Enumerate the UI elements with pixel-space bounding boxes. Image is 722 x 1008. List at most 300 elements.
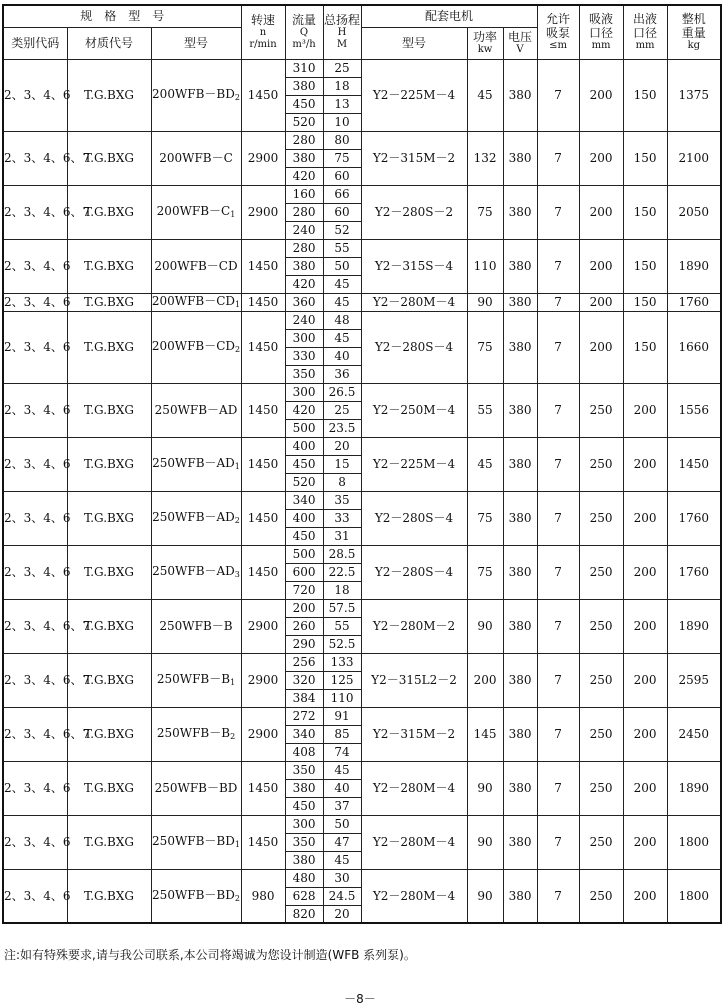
head-cell: 20 bbox=[323, 437, 361, 455]
model-cell bbox=[151, 437, 241, 491]
weight-cell: 1760 bbox=[667, 491, 721, 545]
category-code-cell: 2、3、4、6、7 bbox=[3, 653, 67, 707]
head-cell: 40 bbox=[323, 347, 361, 365]
model-cell bbox=[151, 185, 241, 239]
voltage-cell: 380 bbox=[503, 545, 537, 599]
head-cell: 26.5 bbox=[323, 383, 361, 401]
material-code-cell: T.G.BXG bbox=[67, 131, 151, 185]
model-text: 250WFB－B bbox=[156, 672, 231, 686]
category-code-cell: 2、3、4、6 bbox=[4, 295, 71, 309]
model-cell bbox=[151, 815, 241, 869]
weight-cell: 1375 bbox=[667, 59, 721, 131]
table-row bbox=[3, 815, 721, 833]
spec-group-header: 规 格 型 号 bbox=[3, 5, 241, 27]
category-code-cell: 2、3、4、6 bbox=[3, 239, 67, 293]
head-cell: 45 bbox=[323, 275, 361, 293]
head-cell: 110 bbox=[323, 689, 361, 707]
flow-cell: 300 bbox=[285, 815, 323, 833]
outlet-cell: 200 bbox=[623, 437, 667, 491]
flow-cell: 260 bbox=[285, 617, 323, 635]
speed-cell: 2900 bbox=[241, 185, 285, 239]
model-subscript: 2 bbox=[230, 732, 236, 741]
motor-model-cell: Y2－280S－2 bbox=[361, 185, 467, 239]
flow-cell: 350 bbox=[285, 761, 323, 779]
power-cell: 45 bbox=[467, 59, 503, 131]
weight-cell: 1660 bbox=[667, 311, 721, 383]
inlet-header: 吸液 口径 mm bbox=[579, 5, 623, 59]
head-cell: 55 bbox=[323, 239, 361, 257]
flow-cell: 520 bbox=[285, 473, 323, 491]
flow-cell: 380 bbox=[285, 779, 323, 797]
flow-header: 流量 Q m³/h bbox=[285, 5, 323, 59]
flow-cell: 600 bbox=[285, 563, 323, 581]
flow-cell: 450 bbox=[285, 527, 323, 545]
motor-model-cell: Y2－280M－4 bbox=[361, 761, 467, 815]
outlet-cell: 200 bbox=[623, 761, 667, 815]
flow-cell: 480 bbox=[285, 869, 323, 887]
table-row bbox=[3, 869, 721, 887]
table-row bbox=[3, 59, 721, 77]
model-subscript: 1 bbox=[235, 300, 241, 309]
model-cell bbox=[151, 869, 241, 923]
head-cell: 22.5 bbox=[323, 563, 361, 581]
outlet-cell: 200 bbox=[623, 653, 667, 707]
flow-cell: 340 bbox=[285, 491, 323, 509]
table-row bbox=[3, 311, 721, 329]
footnote: 注:如有特殊要求,请与我公司联系,本公司将竭诚为您设计制造(WFB 系列泵)。 bbox=[4, 948, 416, 962]
flow-cell: 628 bbox=[285, 887, 323, 905]
head-cell: 37 bbox=[323, 797, 361, 815]
power-cell: 90 bbox=[467, 869, 503, 923]
outlet-cell: 150 bbox=[623, 293, 667, 311]
weight-cell: 1760 bbox=[667, 545, 721, 599]
speed-header: 转速 n r/min bbox=[241, 5, 285, 59]
pump-spec-table bbox=[2, 4, 722, 924]
voltage-cell: 380 bbox=[503, 293, 537, 311]
inlet-cell: 250 bbox=[579, 383, 623, 437]
motor-model-cell: Y2－280M－4 bbox=[361, 869, 467, 923]
table-row bbox=[3, 185, 721, 203]
voltage-cell: 380 bbox=[503, 131, 537, 185]
power-cell: 75 bbox=[467, 491, 503, 545]
head-cell: 74 bbox=[323, 743, 361, 761]
head-cell: 60 bbox=[323, 167, 361, 185]
flow-cell: 280 bbox=[285, 131, 323, 149]
suction-cell: 7 bbox=[537, 59, 579, 131]
flow-cell: 240 bbox=[285, 311, 323, 329]
model-cell bbox=[151, 545, 241, 599]
motor-model-cell: Y2－280M－4 bbox=[361, 815, 467, 869]
outlet-cell: 200 bbox=[623, 869, 667, 923]
weight-cell: 1890 bbox=[667, 239, 721, 293]
head-cell: 48 bbox=[323, 311, 361, 329]
weight-cell: 1760 bbox=[667, 293, 721, 311]
suction-cell: 7 bbox=[537, 761, 579, 815]
inlet-cell: 250 bbox=[579, 653, 623, 707]
material-code-header: 材质代号 bbox=[67, 27, 151, 59]
suction-cell: 7 bbox=[537, 545, 579, 599]
head-cell: 45 bbox=[323, 293, 361, 311]
head-cell: 20 bbox=[323, 905, 361, 923]
motor-model-cell: Y2－250M－4 bbox=[361, 383, 467, 437]
outlet-cell: 150 bbox=[623, 311, 667, 383]
flow-cell: 420 bbox=[285, 275, 323, 293]
voltage-cell: 380 bbox=[503, 599, 537, 653]
speed-cell: 1450 bbox=[241, 815, 285, 869]
head-cell: 125 bbox=[323, 671, 361, 689]
head-cell: 33 bbox=[323, 509, 361, 527]
outlet-cell: 200 bbox=[623, 491, 667, 545]
head-cell: 13 bbox=[323, 95, 361, 113]
inlet-cell: 250 bbox=[579, 869, 623, 923]
head-cell: 52 bbox=[323, 221, 361, 239]
speed-cell: 980 bbox=[241, 869, 285, 923]
head-cell: 25 bbox=[323, 401, 361, 419]
weight-cell: 2595 bbox=[667, 653, 721, 707]
table-row bbox=[3, 653, 721, 671]
motor-group-header: 配套电机 bbox=[361, 5, 537, 27]
material-code-cell: T.G.BXG bbox=[67, 869, 151, 923]
inlet-cell: 250 bbox=[579, 707, 623, 761]
flow-cell: 160 bbox=[285, 185, 323, 203]
motor-model-cell: Y2－315M－2 bbox=[361, 707, 467, 761]
speed-cell: 2900 bbox=[241, 599, 285, 653]
category-code-cell: 2、3、4、6 bbox=[3, 383, 67, 437]
motor-model-cell: Y2－225M－4 bbox=[361, 59, 467, 131]
flow-cell: 200 bbox=[285, 599, 323, 617]
flow-cell: 256 bbox=[285, 653, 323, 671]
suction-cell: 7 bbox=[537, 239, 579, 293]
model-cell bbox=[151, 239, 241, 293]
outlet-header: 出液 口径 mm bbox=[623, 5, 667, 59]
voltage-cell: 380 bbox=[503, 491, 537, 545]
table-row bbox=[3, 599, 721, 617]
head-cell: 45 bbox=[323, 851, 361, 869]
model-cell bbox=[151, 761, 241, 815]
power-cell: 90 bbox=[467, 293, 503, 311]
weight-cell: 1800 bbox=[667, 815, 721, 869]
outlet-cell: 150 bbox=[623, 185, 667, 239]
inlet-cell: 200 bbox=[579, 239, 623, 293]
suction-cell: 7 bbox=[537, 869, 579, 923]
model-cell bbox=[151, 653, 241, 707]
model-cell bbox=[151, 131, 241, 185]
weight-cell: 1890 bbox=[667, 761, 721, 815]
model-subscript: 1 bbox=[230, 210, 236, 219]
table-row bbox=[3, 239, 721, 257]
suction-cell: 7 bbox=[537, 293, 579, 311]
model-text: 250WFB－B bbox=[156, 726, 231, 740]
motor-model-cell: Y2－315M－2 bbox=[361, 131, 467, 185]
table-row bbox=[3, 293, 721, 311]
category-code-cell: 2、3、4、6、7 bbox=[3, 599, 67, 653]
outlet-cell: 150 bbox=[623, 131, 667, 185]
power-cell: 75 bbox=[467, 185, 503, 239]
model-cell bbox=[151, 383, 241, 437]
head-cell: 50 bbox=[323, 815, 361, 833]
model-text: 250WFB－BD bbox=[152, 834, 235, 848]
flow-cell: 420 bbox=[285, 167, 323, 185]
flow-cell: 380 bbox=[285, 77, 323, 95]
model-subscript: 2 bbox=[234, 93, 240, 102]
head-cell: 55 bbox=[323, 617, 361, 635]
category-code-cell: 2、3、4、6 bbox=[3, 761, 67, 815]
category-code-cell: 2、3、4、6 bbox=[3, 869, 67, 923]
model-text: 200WFB－C bbox=[156, 204, 231, 218]
power-cell: 45 bbox=[467, 437, 503, 491]
table-row bbox=[3, 437, 721, 455]
category-code-cell: 2、3、4、6、7 bbox=[3, 185, 67, 239]
model-text: 250WFB－BD bbox=[154, 781, 238, 795]
head-cell: 36 bbox=[323, 365, 361, 383]
power-cell: 55 bbox=[467, 383, 503, 437]
voltage-cell: 380 bbox=[503, 815, 537, 869]
table-row bbox=[3, 545, 721, 563]
flow-cell: 420 bbox=[285, 401, 323, 419]
voltage-cell: 380 bbox=[503, 761, 537, 815]
inlet-cell: 200 bbox=[579, 185, 623, 239]
category-code-header: 类别代码 bbox=[3, 27, 67, 59]
model-cell bbox=[151, 491, 241, 545]
suction-cell: 7 bbox=[537, 491, 579, 545]
model-text: 250WFB－AD bbox=[152, 564, 235, 578]
category-code-cell: 2、3、4、6 bbox=[3, 311, 67, 383]
flow-cell: 340 bbox=[285, 725, 323, 743]
voltage-cell: 380 bbox=[503, 869, 537, 923]
material-code-cell: T.G.BXG bbox=[67, 491, 151, 545]
power-header: 功率 kw bbox=[467, 27, 503, 59]
weight-cell: 1800 bbox=[667, 869, 721, 923]
suction-cell: 7 bbox=[537, 599, 579, 653]
material-code-cell: T.G.BXG bbox=[67, 815, 151, 869]
speed-cell: 2900 bbox=[241, 653, 285, 707]
flow-cell: 350 bbox=[285, 833, 323, 851]
motor-model-cell: Y2－280M－4 bbox=[361, 293, 467, 311]
motor-model-cell: Y2－280S－4 bbox=[361, 311, 467, 383]
model-cell bbox=[151, 59, 241, 131]
inlet-cell: 200 bbox=[579, 131, 623, 185]
head-cell: 18 bbox=[323, 581, 361, 599]
suction-cell: 7 bbox=[537, 185, 579, 239]
outlet-cell: 200 bbox=[623, 707, 667, 761]
weight-cell: 1890 bbox=[667, 599, 721, 653]
voltage-cell: 380 bbox=[503, 185, 537, 239]
motor-model-cell: Y2－280M－2 bbox=[361, 599, 467, 653]
voltage-cell: 380 bbox=[503, 437, 537, 491]
head-cell: 60 bbox=[323, 203, 361, 221]
model-subscript: 3 bbox=[234, 570, 240, 579]
inlet-cell: 200 bbox=[579, 311, 623, 383]
voltage-cell: 380 bbox=[503, 383, 537, 437]
outlet-cell: 200 bbox=[623, 815, 667, 869]
model-cell bbox=[151, 293, 241, 311]
flow-cell: 360 bbox=[285, 293, 323, 311]
weight-cell: 2100 bbox=[667, 131, 721, 185]
motor-model-cell: Y2－315S－4 bbox=[361, 239, 467, 293]
inlet-cell: 200 bbox=[579, 293, 623, 311]
flow-cell: 400 bbox=[285, 509, 323, 527]
model-subscript: 2 bbox=[234, 893, 240, 903]
inlet-cell: 250 bbox=[579, 437, 623, 491]
speed-cell: 1450 bbox=[241, 383, 285, 437]
head-cell: 10 bbox=[323, 113, 361, 131]
flow-cell: 310 bbox=[285, 59, 323, 77]
speed-cell: 1450 bbox=[241, 59, 285, 131]
model-subscript: 1 bbox=[234, 840, 240, 849]
head-header: 总扬程 H M bbox=[323, 5, 361, 59]
head-cell: 40 bbox=[323, 779, 361, 797]
model-text: 250WFB－AD bbox=[154, 403, 238, 417]
speed-cell: 1450 bbox=[241, 491, 285, 545]
flow-cell: 720 bbox=[285, 581, 323, 599]
model-text: 250WFB－B bbox=[159, 619, 233, 633]
speed-cell: 1450 bbox=[241, 761, 285, 815]
voltage-cell: 380 bbox=[503, 653, 537, 707]
head-cell: 30 bbox=[323, 869, 361, 887]
head-cell: 66 bbox=[323, 185, 361, 203]
head-cell: 18 bbox=[323, 77, 361, 95]
power-cell: 90 bbox=[467, 761, 503, 815]
head-cell: 24.5 bbox=[323, 887, 361, 905]
flow-cell: 280 bbox=[285, 239, 323, 257]
table-row bbox=[3, 707, 721, 725]
speed-cell: 1450 bbox=[241, 545, 285, 599]
table-row bbox=[3, 131, 721, 149]
speed-cell: 1450 bbox=[241, 239, 285, 293]
page-number: －8－ bbox=[344, 992, 376, 1006]
flow-cell: 400 bbox=[285, 437, 323, 455]
inlet-cell: 200 bbox=[579, 59, 623, 131]
head-cell: 45 bbox=[323, 329, 361, 347]
weight-cell: 2050 bbox=[667, 185, 721, 239]
model-text: 250WFB－BD bbox=[152, 887, 235, 902]
head-cell: 85 bbox=[323, 725, 361, 743]
power-cell: 75 bbox=[467, 311, 503, 383]
category-code-cell: 2、3、4、6、7 bbox=[3, 707, 67, 761]
inlet-cell: 250 bbox=[579, 491, 623, 545]
weight-cell: 2450 bbox=[667, 707, 721, 761]
head-cell: 45 bbox=[323, 761, 361, 779]
head-cell: 31 bbox=[323, 527, 361, 545]
model-subscript: 2 bbox=[235, 345, 241, 354]
flow-cell: 450 bbox=[285, 455, 323, 473]
flow-cell: 290 bbox=[285, 635, 323, 653]
outlet-cell: 200 bbox=[623, 383, 667, 437]
model-header: 型号 bbox=[151, 27, 241, 59]
power-cell: 110 bbox=[467, 239, 503, 293]
model-subscript: 1 bbox=[234, 462, 240, 471]
model-text: 200WFB－BD bbox=[152, 87, 235, 101]
category-code-cell: 2、3、4、6 bbox=[3, 437, 67, 491]
power-cell: 90 bbox=[467, 599, 503, 653]
voltage-cell: 380 bbox=[503, 707, 537, 761]
category-code-cell: 2、3、4、6 bbox=[3, 545, 67, 599]
material-code-cell: T.G.BXG bbox=[67, 59, 151, 131]
head-cell: 91 bbox=[323, 707, 361, 725]
suction-cell: 7 bbox=[537, 311, 579, 383]
material-code-cell: T.G.BXG bbox=[67, 383, 151, 437]
head-cell: 50 bbox=[323, 257, 361, 275]
weight-cell: 1450 bbox=[667, 437, 721, 491]
head-cell: 15 bbox=[323, 455, 361, 473]
table-row bbox=[3, 383, 721, 401]
flow-cell: 380 bbox=[285, 851, 323, 869]
category-code-cell: 2、3、4、6、7 bbox=[3, 131, 67, 185]
material-code-cell: T.G.BXG bbox=[67, 185, 151, 239]
flow-cell: 320 bbox=[285, 671, 323, 689]
flow-cell: 350 bbox=[285, 365, 323, 383]
suction-cell: 7 bbox=[537, 131, 579, 185]
model-text: 200WFB－CD bbox=[151, 294, 236, 308]
flow-cell: 500 bbox=[285, 545, 323, 563]
inlet-cell: 250 bbox=[579, 545, 623, 599]
model-text: 200WFB－CD bbox=[154, 259, 238, 273]
outlet-cell: 200 bbox=[623, 599, 667, 653]
head-cell: 47 bbox=[323, 833, 361, 851]
suction-cell: 7 bbox=[537, 437, 579, 491]
voltage-cell: 380 bbox=[503, 239, 537, 293]
suction-cell: 7 bbox=[537, 653, 579, 707]
flow-cell: 300 bbox=[285, 383, 323, 401]
power-cell: 132 bbox=[467, 131, 503, 185]
table-row bbox=[3, 491, 721, 509]
flow-cell: 500 bbox=[285, 419, 323, 437]
flow-cell: 380 bbox=[285, 257, 323, 275]
motor-model-cell: Y2－225M－4 bbox=[361, 437, 467, 491]
material-code-cell: T.G.BXG bbox=[67, 239, 151, 293]
flow-cell: 520 bbox=[285, 113, 323, 131]
category-code-cell: 2、3、4、6 bbox=[3, 491, 67, 545]
weight-header: 整机 重量 kg bbox=[667, 5, 721, 59]
model-text: 250WFB－AD bbox=[152, 456, 235, 470]
material-code-cell: T.G.BXG bbox=[67, 653, 151, 707]
power-cell: 75 bbox=[467, 545, 503, 599]
voltage-cell: 380 bbox=[503, 59, 537, 131]
material-code-cell: T.G.BXG bbox=[67, 761, 151, 815]
table-row bbox=[3, 761, 721, 779]
head-cell: 25 bbox=[323, 59, 361, 77]
model-cell bbox=[151, 599, 241, 653]
suction-cell: 7 bbox=[537, 383, 579, 437]
flow-cell: 380 bbox=[285, 149, 323, 167]
model-text: 200WFB－CD bbox=[151, 339, 236, 353]
flow-cell: 450 bbox=[285, 797, 323, 815]
flow-cell: 330 bbox=[285, 347, 323, 365]
material-code-cell: T.G.BXG bbox=[67, 599, 151, 653]
head-cell: 8 bbox=[323, 473, 361, 491]
flow-cell: 280 bbox=[285, 203, 323, 221]
suction-cell: 7 bbox=[537, 815, 579, 869]
inlet-cell: 250 bbox=[579, 599, 623, 653]
speed-cell: 1450 bbox=[241, 437, 285, 491]
model-text: 200WFB－C bbox=[159, 151, 233, 165]
outlet-cell: 150 bbox=[623, 59, 667, 131]
flow-cell: 300 bbox=[285, 329, 323, 347]
flow-cell: 408 bbox=[285, 743, 323, 761]
motor-model-cell: Y2－280S－4 bbox=[361, 491, 467, 545]
head-cell: 80 bbox=[323, 131, 361, 149]
head-cell: 28.5 bbox=[323, 545, 361, 563]
pump-spec-table-wrap bbox=[2, 4, 716, 924]
head-cell: 23.5 bbox=[323, 419, 361, 437]
model-subscript: 1 bbox=[230, 678, 236, 687]
flow-cell: 384 bbox=[285, 689, 323, 707]
head-cell: 75 bbox=[323, 149, 361, 167]
voltage-cell: 380 bbox=[503, 311, 537, 383]
flow-cell: 240 bbox=[285, 221, 323, 239]
speed-cell: 2900 bbox=[241, 131, 285, 185]
head-cell: 133 bbox=[323, 653, 361, 671]
